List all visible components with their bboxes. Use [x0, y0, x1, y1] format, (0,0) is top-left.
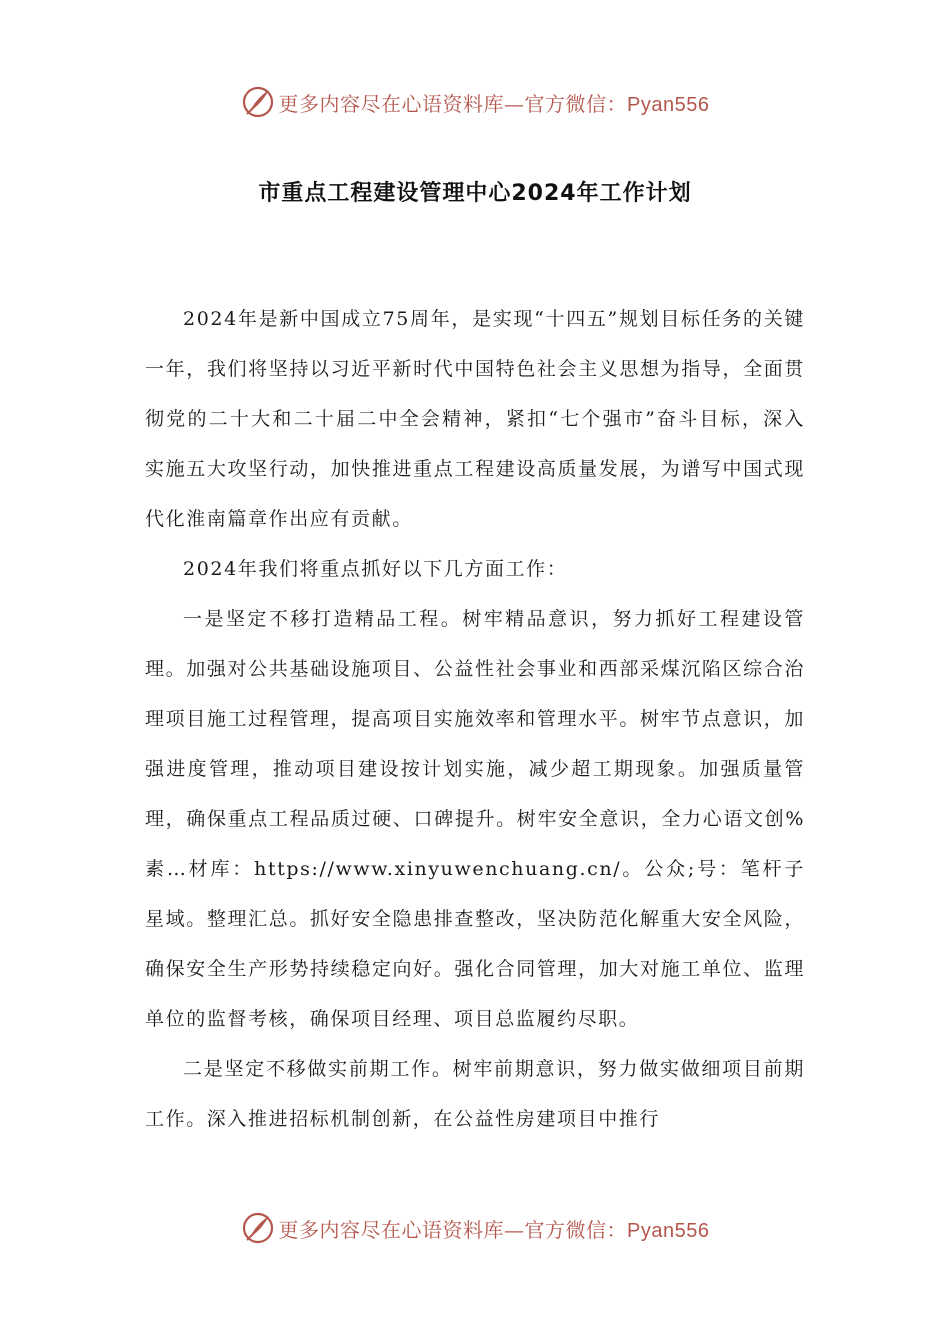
paragraph-intro: 2024年是新中国成立75周年，是实现“十四五”规划目标任务的关键一年，我们将坚持以习近平新时代中国特色社会主义思想为指导，全面贯彻党的二十大和二十届二中全会精神，紧扣“七个强市”奋斗目标，深入实施五大攻坚行动，加快推进重点工程建设高质量发展，为谱写中国式现代化淮南篇章作出应有贡献。 — [145, 308, 805, 530]
footer-banner — [0, 1208, 950, 1248]
quill-pen-circle-icon — [241, 85, 275, 119]
paragraph-overview: 2024年我们将重点抓好以下几方面工作： — [183, 558, 568, 580]
wechat-id: Pyan556 — [627, 93, 710, 116]
paragraph-item-2: 二是坚定不移做实前期工作。树牢前期意识，努力做实做细项目前期工作。深入推进招标机制创新，在公益性房建项目中推行 — [145, 1058, 805, 1130]
banner-label: 更多内容尽在心语资料库—官方微信： — [278, 1217, 628, 1242]
quill-pen-circle-icon — [241, 1211, 275, 1245]
banner-text — [279, 1214, 710, 1243]
paragraph-item-1: 一是坚定不移打造精品工程。树牢精品意识，努力抓好工程建设管理。加强对公共基础设施项目、公益性社会事业和西部采煤沉陷区综合治理项目施工过程管理，提高项目实施效率和管理水平。树牢节点意识，加强进度管理，推动项目建设按计划实施，减少超工期现象。加强质量管理，确保重点工程品质过硬、口碑提升。树牢安全意识，全力心语文创%素…材库：https://www.xinyuwenchuang.cn/。公众;号：笔杆子星域。整理汇总。抓好安全隐患排查整改，坚决防范化解重大安全风险，确保安全生产形势持续稳定向好。强化合同管理，加大对施工单位、监理单位的监督考核，确保项目经理、项目总监履约尽职。 — [145, 608, 805, 1030]
wechat-id: Pyan556 — [627, 1219, 710, 1242]
document-body — [145, 294, 805, 1144]
banner-text — [279, 88, 710, 117]
banner-label: 更多内容尽在心语资料库—官方微信： — [278, 91, 628, 116]
header-banner — [0, 82, 950, 122]
page-title: 市重点工程建设管理中心2024年工作计划 — [258, 181, 692, 206]
